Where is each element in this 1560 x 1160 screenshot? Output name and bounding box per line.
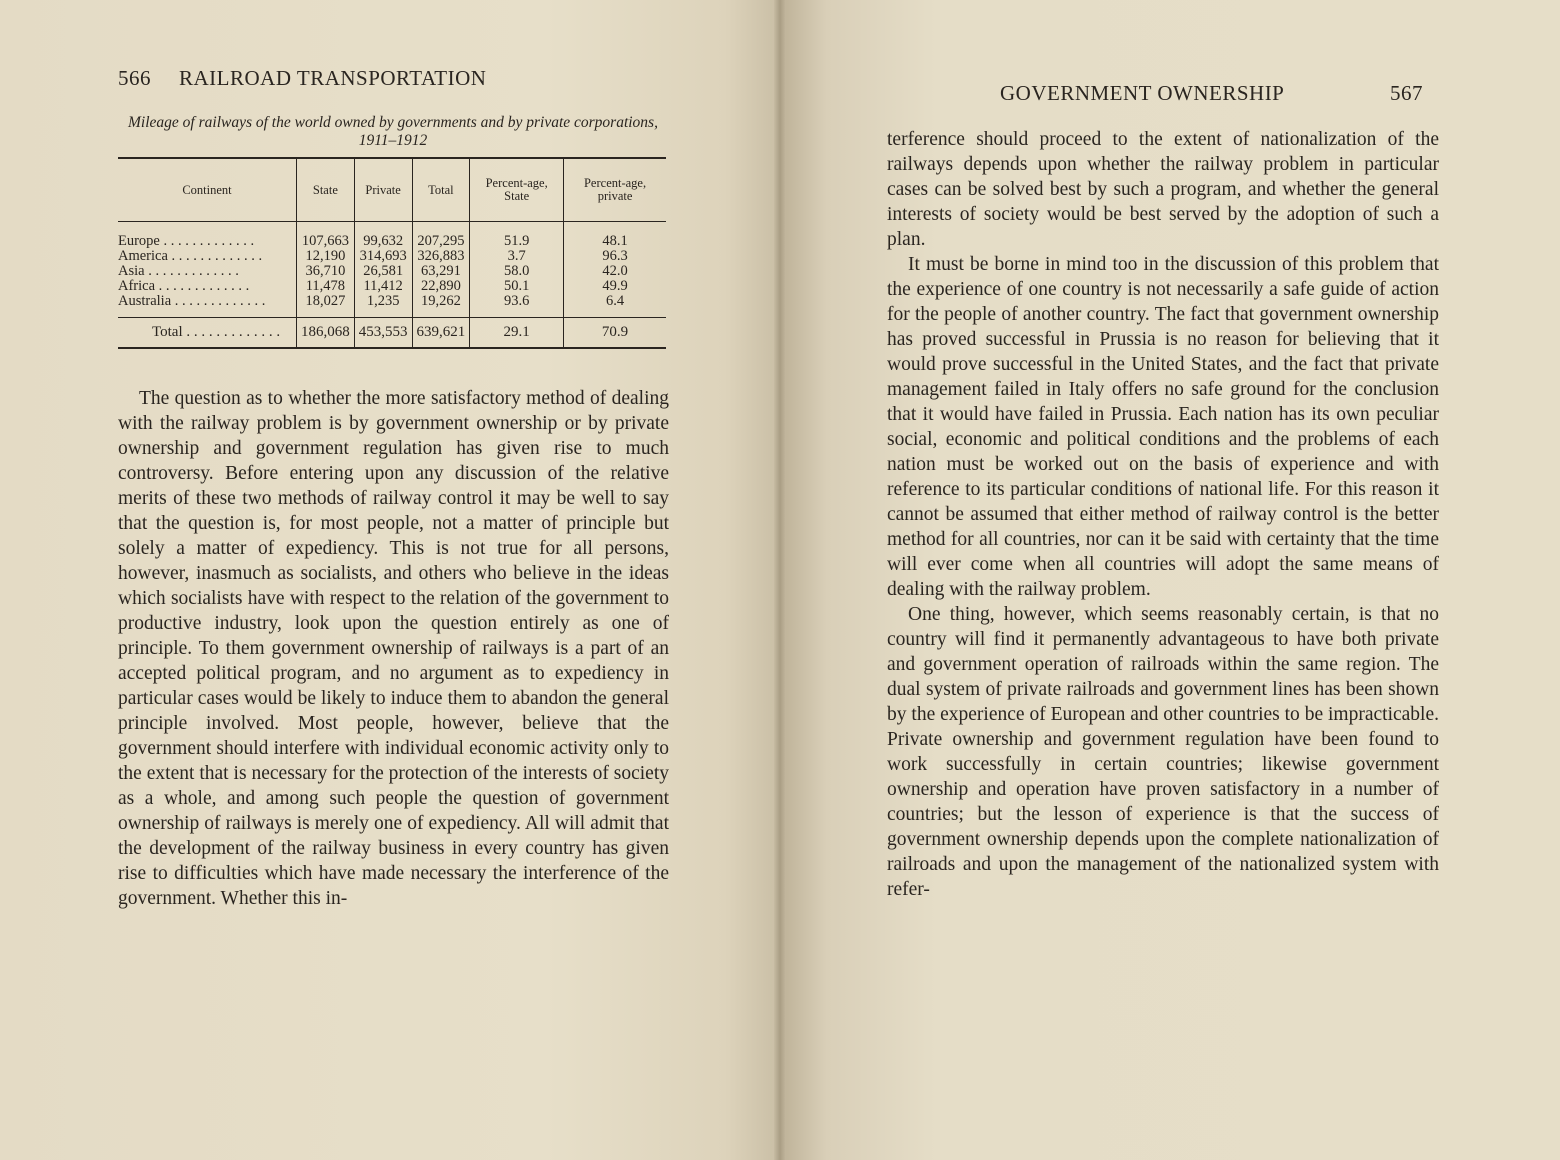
header-total: Total [412,158,470,222]
railway-mileage-table [118,157,666,349]
row-pct-state: 50.1 [470,279,564,294]
row-private: 1,235 [354,294,412,318]
total-label: Total [152,325,183,340]
row-pct-private: 48.1 [564,222,666,250]
row-pct-private: 49.9 [564,279,666,294]
row-pct-private: 96.3 [564,249,666,264]
right-running-title: GOVERNMENT OWNERSHIP [1000,81,1285,105]
right-body-text [887,127,1439,902]
row-continent: Europe [118,234,160,249]
row-continent: Africa [118,279,156,294]
row-total: 326,883 [412,249,470,264]
row-private: 11,412 [354,279,412,294]
table-row [118,222,666,250]
table-row [118,264,666,279]
right-running-head [1000,81,1423,106]
row-private: 26,581 [354,264,412,279]
table-total-row [118,318,666,349]
row-total: 207,295 [412,222,470,250]
row-continent: Australia [118,294,172,309]
left-running-title: RAILROAD TRANSPORTATION [179,66,487,90]
total-pct-private: 70.9 [564,318,666,349]
row-pct-private: 6.4 [564,294,666,318]
table-row [118,249,666,264]
row-pct-state: 93.6 [470,294,564,318]
table-row [118,294,666,318]
row-continent: Asia [118,264,145,279]
total-pct-state: 29.1 [470,318,564,349]
header-state: State [297,158,355,222]
row-state: 18,027 [297,294,355,318]
row-pct-state: 51.9 [470,222,564,250]
book-gutter [774,0,786,1160]
total-private: 453,553 [354,318,412,349]
table-header-row [118,158,666,222]
left-running-head [118,66,486,91]
left-paragraph: The question as to whether the more satisfactory method of dealing with the railway problem is by government ownership or by private ownership and government regulation has given rise to much controversy. Before entering upon any discussion of the relative merits of these two methods of railway control it may be well to say that the question is, for most people, not a matter of principle but solely a matter of expediency. This is not true for all persons, however, inasmuch as socialists, and others who believe in the ideas which socialists have with respect to the relation of the government to productive industry, look upon the question entirely as one of principle. To them government ownership of railways is a part of an accepted political program, and no argument as to expediency in particular cases would be likely to induce them to abandon the general principle involved. Most people, however, believe that the government should interfere with individual economic activity only to the extent that is necessary for the protection of the interests of society as a whole, and among such people the question of government ownership of railways is merely one of expediency. All will admit that the development of the railway business in every country has given rise to difficulties which have made necessary the interference of the government. Whether this in- [118,388,669,909]
row-state: 36,710 [297,264,355,279]
row-pct-private: 42.0 [564,264,666,279]
header-private: Private [354,158,412,222]
header-continent: Continent [118,158,297,222]
row-continent: America [118,249,168,264]
row-total: 19,262 [412,294,470,318]
right-paragraph-3: One thing, however, which seems reasonably certain, is that no country will find it permanently advantageous to have both private and government operation of railroads within the same region. The dual system of private railroads and government lines has been shown by the experience of European and other countries to be impracticable. Private ownership and government regulation have been found to work successfully in certain countries; likewise government ownership and operation have proven satisfactory in a number of countries; but the lesson of experience is that the success of government ownership depends upon the complete nationalization of railroads and upon the management of the nationalized system with refer- [887,604,1439,900]
right-page-number: 567 [1390,81,1423,105]
header-pct-state: Percent-age, State [470,158,564,222]
left-body-text [118,386,669,911]
row-state: 107,663 [297,222,355,250]
row-total: 22,890 [412,279,470,294]
row-private: 99,632 [354,222,412,250]
row-pct-state: 3.7 [470,249,564,264]
row-total: 63,291 [412,264,470,279]
row-state: 12,190 [297,249,355,264]
right-paragraph-2: It must be borne in mind too in the discussion of this problem that the experience of one country is not necessarily a safe guide of action for the people of another country. The fact that government ownership has proved successful in Prussia is no reason for believing that it would prove successful in the United States, and the fact that private management failed in Italy offers no safe ground for the conclusion that it would have failed in Prussia. Each nation has its own peculiar social, economic and political conditions and the problems of each nation must be worked out on the basis of experience and with reference to its particular conditions of national life. For this reason it cannot be assumed that either method of railway control is the better method for all countries, nor can it be said with certainty that the time will ever come when all countries will adopt the same means of dealing with the railway problem. [887,254,1439,600]
row-state: 11,478 [297,279,355,294]
row-pct-state: 58.0 [470,264,564,279]
total-state: 186,068 [297,318,355,349]
table-caption: Mileage of railways of the world owned by governments and by private corporations, 1911–1912 [128,114,658,149]
left-page-number: 566 [118,66,151,90]
total-total: 639,621 [412,318,470,349]
table-row [118,279,666,294]
header-pct-private: Percent-age, private [564,158,666,222]
right-page [780,0,1560,1160]
row-private: 314,693 [354,249,412,264]
right-paragraph-1: terference should proceed to the extent of nationalization of the railways depends upon whether the railway problem in particular cases can be solved best by such a program, and whether the general interests of society would be best served by the adoption of such a plan. [887,129,1439,250]
